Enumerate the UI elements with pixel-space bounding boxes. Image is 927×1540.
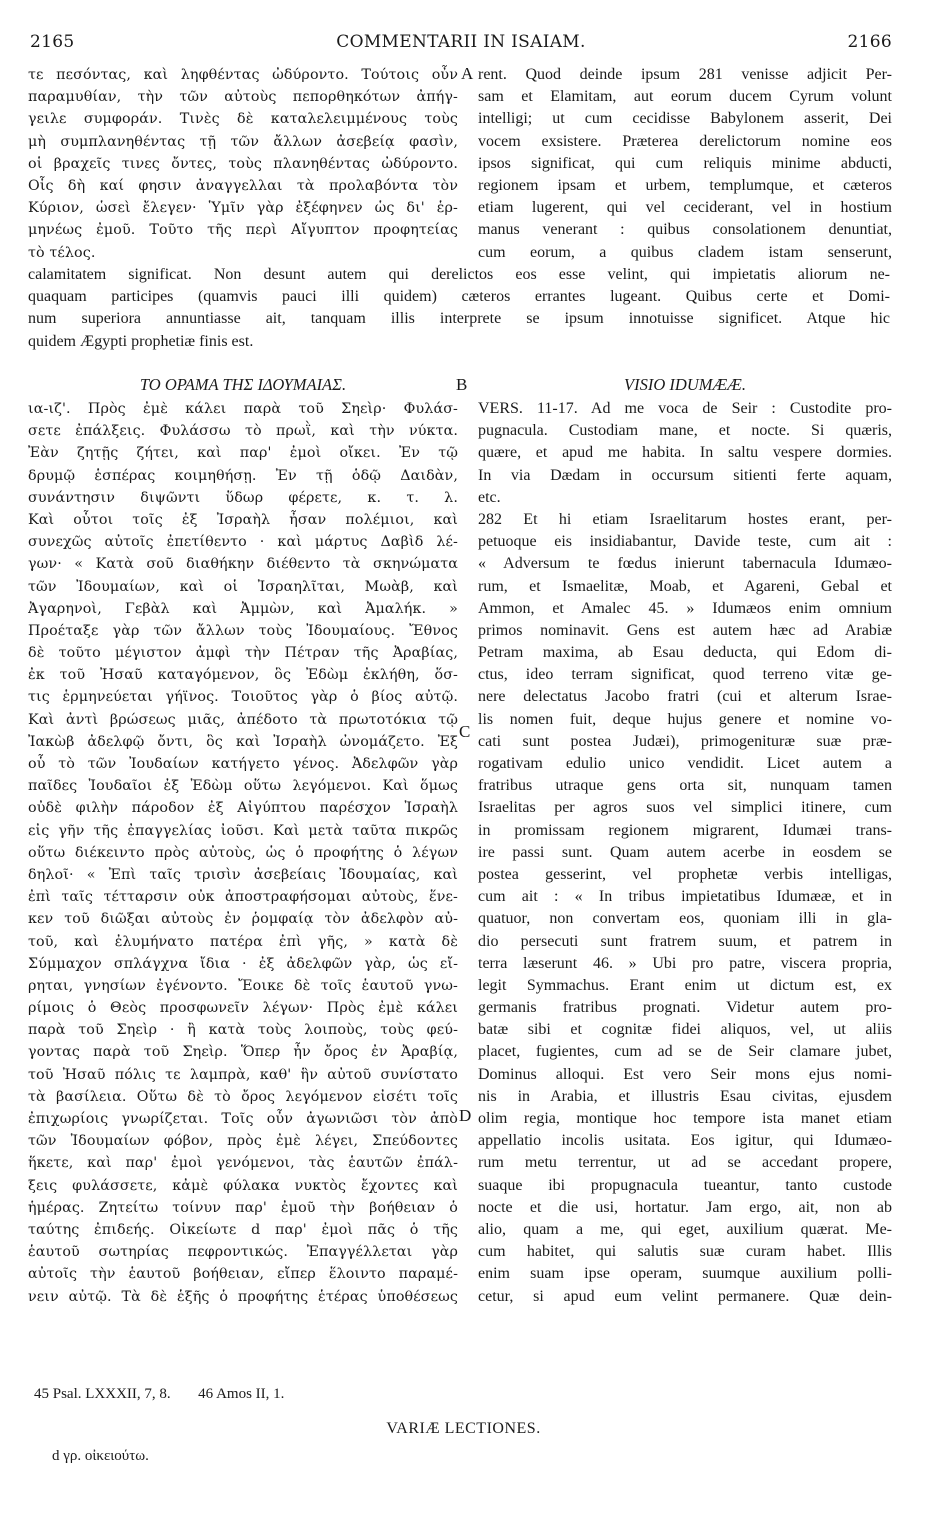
text-line: regionem ipsam et urbem, templumque, et cæteros [478, 176, 892, 194]
greek-column-top [28, 64, 458, 264]
text-line: cum eorum, a quibus cladem istam senserunt, [478, 243, 892, 261]
margin-marker-d: D [459, 1106, 472, 1125]
text-line: num superiora annuntiasse ait, tanquam illis interprete se ipsum innotuisse significet. Atque hic [28, 310, 890, 328]
text-line: ἐπιχωρίοις γνωρίζεται. Τοῖς οὖν ἀγωνιῶσι τὸν ἀπὸ [28, 1111, 458, 1127]
text-line: τοῦ, καὶ ἐλυμήνατο πατέρα ἐπὶ γῆς, » κατὰ δὲ [28, 933, 458, 950]
page-number-right: 2166 [847, 32, 892, 52]
footnote-refs [34, 1386, 284, 1403]
text-line: appellatio incolis usitata. Eos igitur, qui Idumæo- [478, 1132, 892, 1150]
margin-marker-c: C [459, 722, 471, 741]
text-line: τὰ βασίλεια. Οὕτω δὲ τὸ ὄρος λεγόμενον εἰσέτι τοῖς [28, 1088, 458, 1105]
text-line: Israelitas per agros suos vel simplici itinere, cum [478, 799, 892, 817]
text-line: οὕτω διέκειντο πρὸς αὐτοὺς, ὡς ὁ προφήτης ὁ λέγων [28, 844, 458, 861]
text-line: τις ἑρμηνεύεται γήϊνος. Τοιοῦτος γὰρ ὁ βίος αὐτῷ. [28, 689, 458, 706]
text-line: τοῦ Ἠσαῦ πόλις τε λαμπρὰ, καθ' ἣν αὐτοῦ συνίστατο [28, 1066, 458, 1083]
text-line: rent. Quod deinde ipsum 281 venisse adjicit Per- [478, 66, 892, 83]
text-line: postea gesserint, vel prophetæ verbis intelligas, [478, 865, 892, 883]
text-line: γοντας παρὰ τοῦ Σηεὶρ. Ὅπερ ἦν ὄρος ἐν Ἀραβίᾳ, [28, 1044, 458, 1061]
text-line: δὲ τοῦτο μέγιστον ἀμφὶ τὴν Πέτραν τῆς Ἀραβίας, [28, 645, 458, 662]
text-line: Κύριον, ὡσεὶ ἔλεγεν· Ὑμῖν γὰρ ἐξέφηνεν ὡς δι' ἑρ- [28, 200, 458, 217]
greek-column-body [28, 398, 458, 1308]
text-line: quaquam participes (quamvis pauci illi quidem) cæteros errantes lugeant. Quibus certe et Domi- [28, 288, 890, 306]
text-line: legit Symmachus. Erant enim ut dictum est, ex [478, 976, 892, 994]
text-line: μὴ συμπλανηθέντας τῇ τῶν ἄλλων ἀσεβείᾳ φασὶν, [28, 133, 458, 150]
text-line: οὗ τὸ τῶν Ἰουδαίων κατήγετο γένος. Ἀδελφῶν γὰρ [28, 756, 458, 772]
text-line: Σύμμαχον σπλάγχνα ἴδια · ἐξ ἀδελφῶν γὰρ, ὡς εἴ- [28, 955, 458, 972]
text-line: αὐτοῖς τὴν ἑαυτοῦ βοήθειαν, εἴπερ ἕλοιντο παραμέ- [28, 1266, 458, 1283]
text-line: Ἰακὼβ ἀδελφῷ ὄντι, ὃς καὶ Ἰσραὴλ ὠνομάζετο. Ἐξ [28, 733, 458, 750]
text-line: συνεχῶς αὐτοῖς ἐπετίθεντο · καὶ μάρτυς Δαβὶδ λέ- [28, 534, 458, 551]
text-line: manus venerant : quibus consolationem denuntiat, [478, 221, 892, 239]
text-line: etc. [478, 488, 501, 506]
text-line: ταύτης ἐπιδεής. Οἰκείωτε d παρ' ἐμοὶ πᾶς ὁ τῆς [28, 1221, 458, 1238]
text-line: ἐκ τοῦ Ἠσαῦ καταγόμενον, ὃς Ἐδὼμ ἐκλήθη, ὅσ- [28, 667, 458, 684]
latin-column-body [478, 398, 892, 1308]
margin-marker-a: A [461, 64, 474, 83]
text-line: οὐδὲ φιλὴν πάροδον ἐξ Αἰγύπτου παρέσχον Ἰσραὴλ [28, 800, 458, 817]
text-line: lis nomen fuit, deque hujus genere et nomine vo- [478, 710, 892, 728]
text-line: placet, fugientes, cum ad se de Seir clamare jubet, [478, 1043, 892, 1061]
text-line: Προέταξε γὰρ τῶν ἄλλων τοὺς Ἰδουμαίους. Ἔθνος [28, 622, 458, 639]
text-line: pugnacula. Custodiam mane, et nocte. Si quæris, [478, 422, 892, 440]
text-line: δηλοῖ· « Ἐπὶ ταῖς τρισὶν ἀσεβείαις Ἰδουμαίας, καὶ [28, 866, 458, 883]
text-line: ρηται, γνησίων ἐγένοντο. Ἔοικε δὲ τοῖς ἑαυτοῦ γνω- [28, 977, 458, 994]
latin-section-title: VISIO IDUMÆÆ. [624, 375, 746, 394]
text-line: παρὰ τοῦ Σηεὶρ · ἢ κατὰ τοὺς λοιποὺς, τοὺς φεύ- [28, 1022, 458, 1039]
footnote-45: 45 Psal. LXXXII, 7, 8. [34, 1386, 171, 1402]
text-line: κεν τοῦ διῶξαι αὐτοὺς ἐν ῥομφαίᾳ τὸν ἀδελφὸν αὐ- [28, 911, 458, 928]
text-line: Καὶ οὗτοι τοῖς ἐξ Ἰσραὴλ ἦσαν πολέμιοι, καὶ [28, 511, 458, 528]
text-line: quære, et apud me habita. In saltu vespere dormies. [478, 444, 892, 462]
text-line: olim regia, montique hoc tempore ista manet etiam [478, 1110, 892, 1127]
text-line: ἑαυτοῦ σωτηρίας πεφροντικώς. Ἐπαγγέλλεται γὰρ [28, 1244, 458, 1261]
margin-marker-b: B [456, 375, 468, 394]
text-line: οἱ βραχεῖς τινες ὄντες, τοὺς πλανηθέντας ὠδύροντο. [28, 155, 458, 172]
text-line: In via Dædam in occursum sitienti ferte aquam, [478, 466, 892, 484]
text-line: enim suam ipse operam, suumque auxilium polli- [478, 1265, 892, 1283]
text-line: νειν αὐτῷ. Τὰ δὲ ἑξῆς ὁ προφήτης ἑτέρας ὑποθέσεως [28, 1288, 458, 1305]
text-line: ἥκετε, καὶ παρ' ἐμοὶ γενόμενοι, τὰς ἑαυτῶν ἐπάλ- [28, 1155, 458, 1172]
text-line: τὸ τέλος. [28, 244, 96, 261]
variae-lectiones-title: VARIÆ LECTIONES. [386, 1420, 541, 1437]
text-line: ρίμοις ὁ Θεὸς προσφωνεῖν λέγων· Πρὸς ἐμὲ κάλει [28, 1000, 458, 1017]
text-line: nis in Arabia, et illustris Esau civitas, ejusdem [478, 1087, 892, 1105]
text-line: Dominus alloqui. Est vero Seir mons ejus nomi- [478, 1065, 892, 1083]
text-line: germanis fratribus prognati. Videtur autem pro- [478, 999, 892, 1017]
text-line: γειλε συμφοράν. Τινὲς δὲ καταλελειμμένους τοὺς [28, 111, 458, 128]
text-line: συνάντησιν διψῶντι ὕδωρ φέρετε, κ. τ. λ. [28, 489, 458, 506]
text-line: dio persecuti sunt fratrem suum, et patrem in [478, 932, 892, 950]
text-line: sam et Elamitam, aut eorum ducem Cyrum volunt [478, 88, 892, 106]
text-line: Ammon, et Amalec 45. » Idumæos enim omnium [478, 599, 892, 617]
text-line: δρυμῷ ἑσπέρας κοιμηθήσῃ. Ἐν τῇ ὁδῷ Δαιδὰν, [28, 467, 458, 484]
text-line: τῶν Ἰδουμαίων φόβον, πρὸς ἐμὲ λέγει, Σπεύδοντες [28, 1133, 458, 1150]
text-line: τε πεσόντας, καὶ ληφθέντας ὠδύροντο. Τούτοις οὖν [28, 67, 458, 83]
variant-reading-d: d γρ. οἰκειούτω. [52, 1448, 149, 1464]
text-line: cati sunt postea Judæi), primogenituræ suæ præ- [478, 732, 892, 750]
text-line: ire passi sunt. Quam autem acerbe in eosdem se [478, 843, 892, 861]
text-line: suaque ibi propugnacula tueantur, tanto custode [478, 1176, 892, 1194]
text-line: Petram maxima, ab Esau deducta, qui Edom di- [478, 644, 892, 662]
text-line: fratribus utraque gens orta sit, nunquam tamen [478, 777, 892, 795]
text-line: primos nominavit. Gens est autem hæc ad Arabiæ [478, 621, 892, 639]
text-line: ctus, ideo terram significat, quod terreno vitæ ge- [478, 666, 892, 684]
text-line: ξεις φυλάσσετε, κἀμὲ φύλακα νυκτὸς ἔχοντες καὶ [28, 1177, 458, 1194]
text-line: παῖδες Ἰουδαῖοι ἐξ Ἐδὼμ οὕτω λεγόμενοι. Καὶ ὅμως [28, 778, 458, 795]
text-line: γων· « Κατὰ σοῦ διαθήκην διέθεντο τὰ σκηνώματα [28, 556, 458, 573]
page-number-left: 2165 [30, 32, 75, 52]
text-line: Ἐὰν ζητῇς ζήτει, καὶ παρ' ἐμοὶ οἴκει. Ἐν τῷ [28, 445, 458, 462]
text-line: terra læserunt 46. » Ubi pro patre, viscera propria, [478, 954, 892, 972]
text-line: quatuor, non convertam eos, quoniam illi in gla- [478, 910, 892, 928]
latin-column-top [478, 64, 892, 264]
text-line: 282 Et hi etiam Israelitarum hostes erant, per- [478, 510, 892, 528]
text-line: nere delectatus Jacobo fratri (cui et alterum Israe- [478, 688, 892, 706]
running-header [30, 32, 892, 54]
text-line: ια-ιζ'. Πρὸς ἐμὲ κάλει παρὰ τοῦ Σηεὶρ· Φυλάσ- [28, 401, 458, 417]
text-line: σετε ἐπάλξεις. Φυλάσσω τὸ πρωῒ, καὶ τὴν νύκτα. [28, 423, 458, 440]
text-line: τῶν Ἰδουμαίων, καὶ οἱ Ἰσραηλῖται, Μωὰβ, καὶ [28, 578, 458, 595]
text-line: intelligi; ut cum cecidisse Babylonem asserit, Dei [478, 110, 892, 128]
text-line: alio, quam a me, qui eget, auxilium quærat. Me- [478, 1220, 892, 1238]
greek-section-title: ΤΟ ΟΡΑΜΑ ΤΗΣ ΙΔΟΥΜΑΙΑΣ. [139, 375, 347, 394]
text-line: VERS. 11-17. Ad me voca de Seir : Custodite pro- [478, 400, 892, 417]
text-line: nocte et die usi, hortatur. Jam ergo, ait, non ab [478, 1198, 892, 1216]
text-line: etiam lugerent, qui vel ceciderant, vel in hostium [478, 199, 892, 217]
text-line: ἡμέρας. Ζητείτω τοίνυν παρ' ἐμοῦ τὴν βοήθειαν ὁ [28, 1199, 458, 1216]
text-line: cum ait : « In tribus impietatibus Idumææ, et in [478, 888, 892, 906]
text-line: in promissam regionem migrarent, Idumæi trans- [478, 821, 892, 839]
text-line: petuoque eis insidiabantur, Davide teste, cum ait : [478, 533, 892, 551]
text-line: Ἀγαρηνοὶ, Γεβὰλ καὶ Ἀμμὼν, καὶ Ἀμαλήκ. » [28, 600, 458, 617]
text-line: εἰς γῆν τῆς ἐπαγγελίας ἰοῦσι. Καὶ μετὰ ταῦτα πικρῶς [28, 822, 458, 839]
text-line: cetur, si apud eum velint permanere. Quæ dein- [478, 1287, 892, 1305]
text-line: rogativam edulio unico vendidit. Licet autem a [478, 755, 892, 772]
text-line: vocem exsistere. Præterea derelictorum nomine eos [478, 132, 892, 150]
text-line: cum habitet, qui salutis suæ curam habet. Illis [478, 1243, 892, 1261]
latin-full-width [28, 264, 890, 353]
running-title: COMMENTARII IN ISAIAM. [336, 32, 586, 52]
footnote-46: 46 Amos II, 1. [198, 1386, 285, 1402]
text-line: Καὶ ἀντὶ βρώσεως μιᾶς, ἀπέδοτο τὰ πρωτοτόκια τῷ [28, 711, 458, 728]
text-line: παραμυθίαν, τὴν τῶν αὐτοὺς πεπορθηκότων ἀπήγ- [28, 89, 458, 106]
text-line: « Adversum te fœdus inierunt tabernacula Idumæo- [478, 555, 892, 573]
text-line: Οἷς δὴ καί φησιν ἀναγγελλαι τὰ προλαβόντα τὸν [28, 177, 458, 194]
text-line: batæ sibi et cognitæ fidei aliquos, vel, ut aliis [478, 1021, 892, 1039]
text-line: calamitatem significat. Non desunt autem qui derelictos eos esse velint, qui impietatis aliorum ne- [28, 266, 890, 283]
text-line: ἐπὶ ταῖς τέτταρσιν οὐκ ἀποστραφήσομαι αὐτοὺς, ἕνε- [28, 889, 458, 906]
text-line: rum metu terrentur, ut ad se accedant propere, [478, 1154, 892, 1172]
text-line: quidem Ægypti prophetiæ finis est. [28, 332, 254, 350]
text-line: μηνέως ἐμοῦ. Τοῦτο τῆς περὶ Αἴγυπτον προφητείας [28, 222, 458, 239]
text-line: rum, et Ismaelitæ, Moab, et Agareni, Gebal et [478, 577, 892, 595]
text-line: ipsos significat, qui cum reliquis minime abducti, [478, 154, 892, 172]
